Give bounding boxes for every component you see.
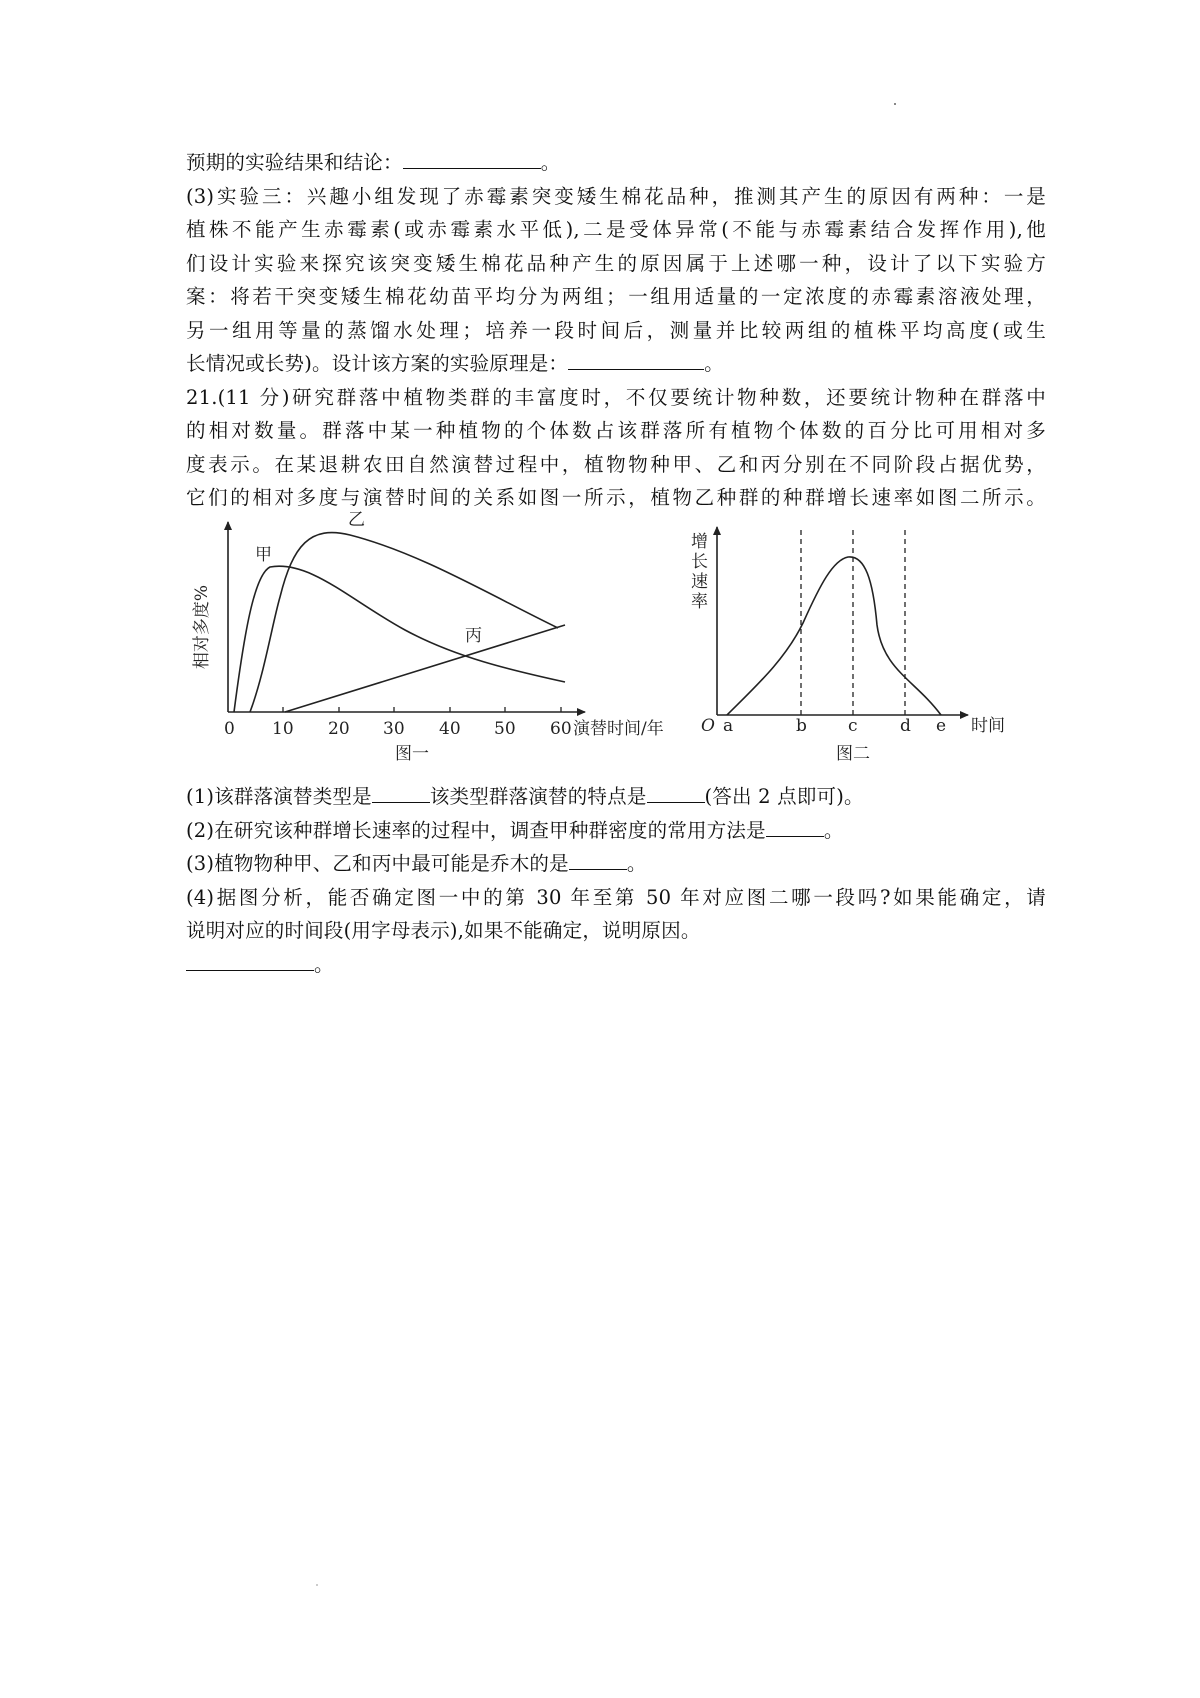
fig1-x-tick-label: 20 [328,719,350,739]
paragraph-line: 植株不能产生赤霉素(或赤霉素水平低),二是受体异常(不能与赤霉素结合发挥作用),他 [186,218,1046,241]
answer-blank [647,780,705,803]
fig2-caption: 图二 [836,744,870,764]
fig1-xlabel: 演替时间/年 [573,719,664,739]
figure-1 [190,505,690,770]
question-4-line: 说明对应的时间段(用字母表示),如果不能确定，说明原因。 [186,919,701,942]
fig2-x-tick-label: d [900,716,911,736]
question-1: (1)该群落演替类型是 该类型群落演替的特点是 (答出 2 点即可)。 [186,780,1046,814]
question21-line: 的相对数量。群落中某一种植物的个体数占该群落所有植物个体数的百分比可用相对多 [186,419,1046,442]
fig1-x-tick-label: 30 [383,719,405,739]
figure-2 [685,505,1015,770]
fig1-curve-bing [285,625,565,712]
fig2-ylabel-char: 速 [691,572,708,592]
fig1-x-tick-label: 50 [494,719,516,739]
fig2-x-tick-label: b [796,716,807,736]
fig2-x-tick-label: a [723,716,734,736]
fig1-curve-yi [250,533,558,712]
answer-blank [766,814,824,837]
scan-speck [894,103,896,105]
fig2-ylabel-char: 长 [691,552,708,572]
question21-line: 度表示。在某退耕农田自然演替过程中，植物物种甲、乙和丙分别在不同阶段占据优势， [186,452,1046,476]
answer-blank [569,847,627,870]
answer-blank [568,347,704,370]
question-2: (2)在研究该种群增长速率的过程中，调查甲种群密度的常用方法是 。 [186,814,1046,848]
expected-results-line: 预期的实验结果和结论： 。 [186,146,1046,180]
upper-text-block [186,146,1046,515]
answer-blank [372,780,430,803]
fig2-growth-rate-curve [727,557,941,715]
answer-blank [403,146,541,169]
fig1-label-bing: 丙 [465,626,482,646]
principle-line: 长情况或长势)。设计该方案的实验原理是： 。 [186,347,1046,381]
fig1-ylabel: 相对多度% [192,584,212,670]
question21-line: 它们的相对多度与演替时间的关系如图一所示，植物乙种群的种群增长速率如图二所示。 [186,486,1046,509]
fig2-x-tick-label: c [848,716,858,736]
fig1-label-jia: 甲 [255,545,272,565]
question21-line: 21.(11 分)研究群落中植物类群的丰富度时，不仅要统计物种数，还要统计物种在群落中 [186,385,1046,409]
fig2-ylabel-char: 率 [691,592,708,612]
scan-speck [316,1584,318,1586]
fig1-x-tick-label: 40 [439,719,461,739]
paragraph-line: (3)实验三：兴趣小组发现了赤霉素突变矮生棉花品种，推测其产生的原因有两种：一是 [186,184,1046,208]
fig2-origin-label: O [701,716,715,736]
fig1-curve-jia [234,566,565,712]
question-3: (3)植物物种甲、乙和丙中最可能是乔木的是 。 [186,847,1046,881]
question-4-answer: 。 [186,948,1046,982]
paragraph-line: 另一组用等量的蒸馏水处理；培养一段时间后，测量并比较两组的植株平均高度(或生 [186,318,1046,342]
fig1-x-tick-label: 60 [550,719,572,739]
fig1-label-yi: 乙 [348,510,365,530]
fig2-x-tick-label: e [936,716,947,736]
paragraph-line: 们设计实验来探究该突变矮生棉花品种产生的原因属于上述哪一种，设计了以下实验方 [186,251,1046,275]
question-4-line: (4)据图分析，能否确定图一中的第 30 年至第 50 年对应图二哪一段吗?如果能确定，请 [186,885,1046,909]
fig2-dashed-lines [801,528,905,715]
questions-block [186,780,1046,981]
answer-blank [186,948,314,971]
fig1-caption: 图一 [395,744,429,764]
paragraph-line: 案：将若干突变矮生棉花幼苗平均分为两组；一组用适量的一定浓度的赤霉素溶液处理， [186,285,1046,308]
fig2-ylabel-char: 增 [691,532,708,552]
fig1-origin-label: 0 [224,719,235,739]
fig2-xlabel: 时间 [971,716,1005,736]
fig1-x-tick-label: 10 [272,719,294,739]
